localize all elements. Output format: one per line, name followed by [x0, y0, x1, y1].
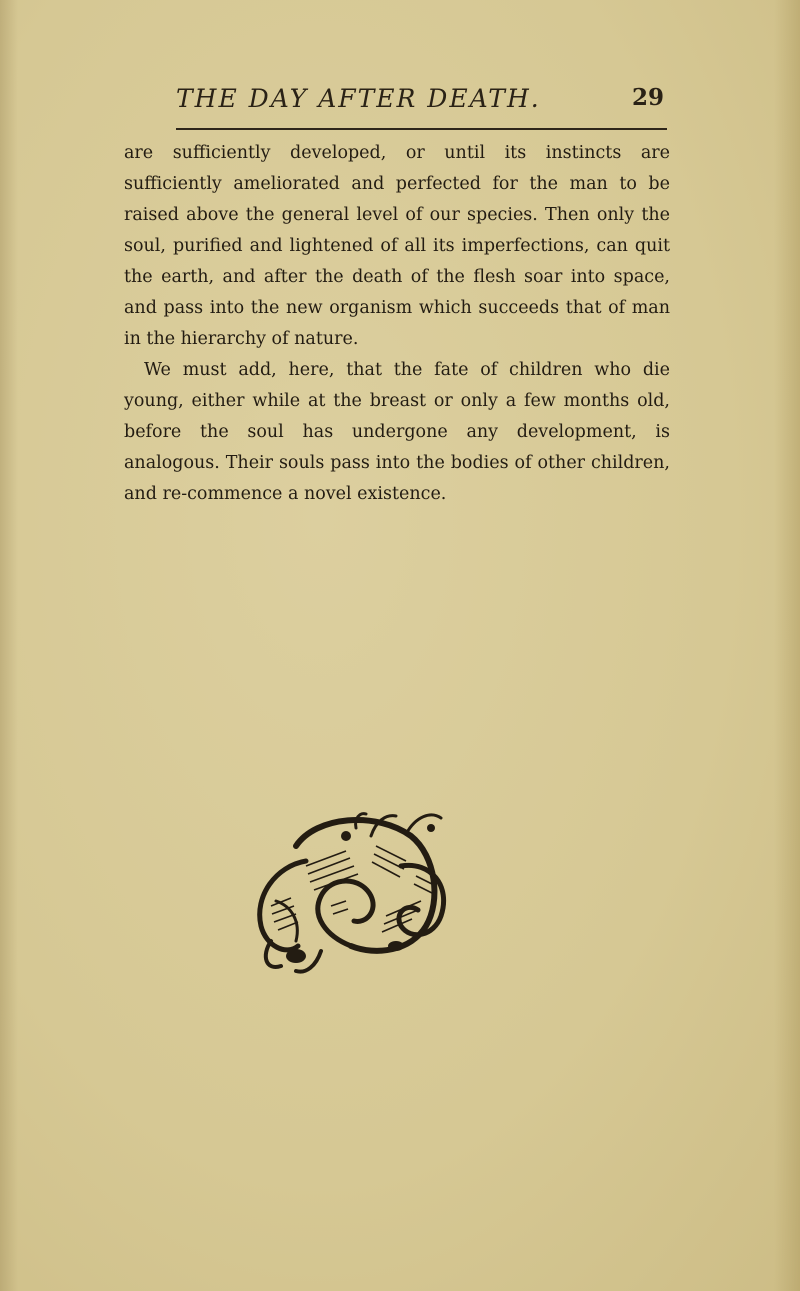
page-number: 29 [632, 84, 665, 111]
header-rule [176, 128, 667, 130]
running-title: THE DAY AFTER DEATH. [176, 84, 541, 113]
paragraph: We must add, here, that the fate of children who die young, either while at the breast or only a few months old, before the soul has undergone any development, is analogous. Their souls pass into the bodies of other children, and re-commence a novel existence. [124, 360, 670, 504]
page-edge-shadow-left [0, 0, 18, 1291]
ornamental-vignette-icon [236, 806, 460, 976]
paragraph: are sufficiently developed, or until its instincts are sufficiently ameliorated and perfected for the man to be raised above the general level of our species. Then only the soul, purified and lightened of all its imperfections, can quit the earth, and after the death of the flesh soar into space, and pass into the new organism which succeeds that of man in the hierarchy of nature. [124, 143, 670, 349]
page-edge-shadow-right [774, 0, 800, 1291]
body-text [124, 138, 670, 510]
running-head [0, 78, 800, 118]
